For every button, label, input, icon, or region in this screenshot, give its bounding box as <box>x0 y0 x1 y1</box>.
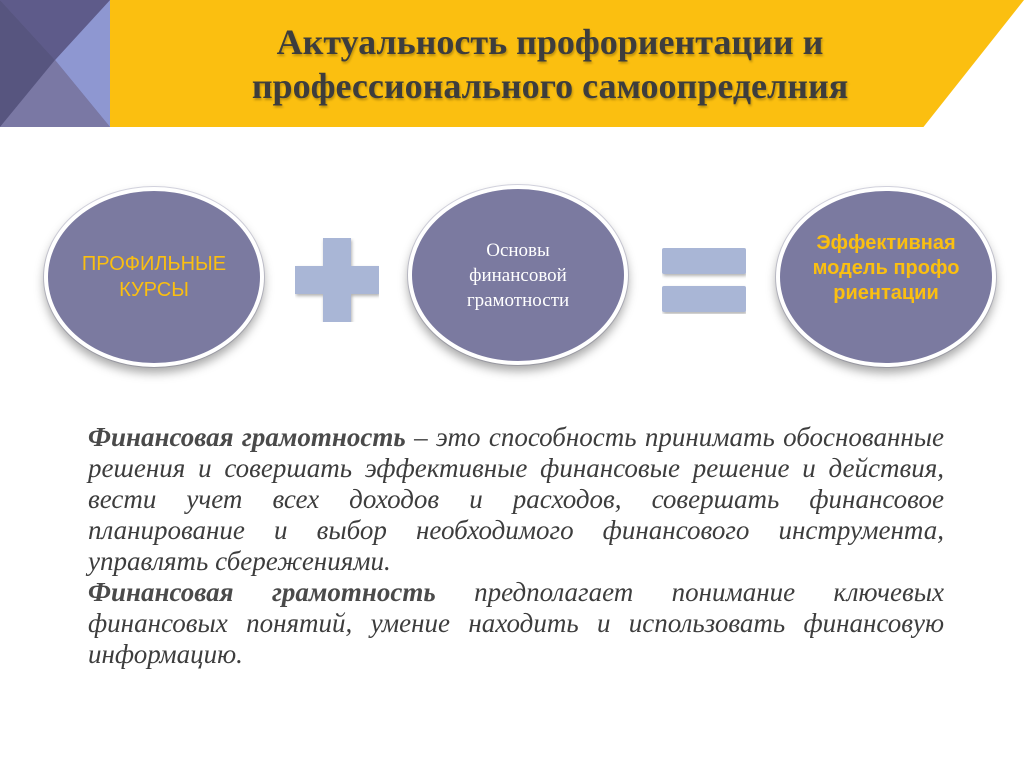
definition-paragraph-2 <box>88 577 944 670</box>
circle-financial-literacy <box>408 185 628 365</box>
definition-paragraph-1 <box>88 422 944 577</box>
definition-body-2: предполагает понимание ключевых финансовых понятий, умение находить и использовать финансовую информацию. <box>88 577 944 669</box>
circle-effective-model-label: Эффективная модель профориентации <box>812 231 960 304</box>
definition-term-2: Финансовая грамотность <box>88 577 436 607</box>
definition-body-1: – это способность принимать обоснованные решения и совершать эффективные финансовые решение и действия, вести учет всех доходов и расходов, совершать финансовое планирование и выбор необходимого финансового инструмента, управлять сбережениями. <box>88 422 945 576</box>
circle-profile-courses <box>44 187 264 367</box>
circle-effective-model <box>776 187 996 367</box>
title-line-2: профессионального самоопределния <box>251 66 849 106</box>
page-title <box>110 20 990 108</box>
circle-profile-courses-label: ПРОФИЛЬНЫЕ КУРСЫ <box>81 253 227 301</box>
plus-icon <box>295 238 379 322</box>
equals-icon <box>662 248 746 314</box>
title-line-1: Актуальность профориентации и <box>276 22 824 62</box>
definition-text <box>88 422 944 670</box>
corner-decoration <box>0 0 110 127</box>
definition-term-1: Финансовая грамотность <box>88 422 406 452</box>
circle-financial-literacy-label: Основы финансовой грамотности <box>466 239 570 311</box>
